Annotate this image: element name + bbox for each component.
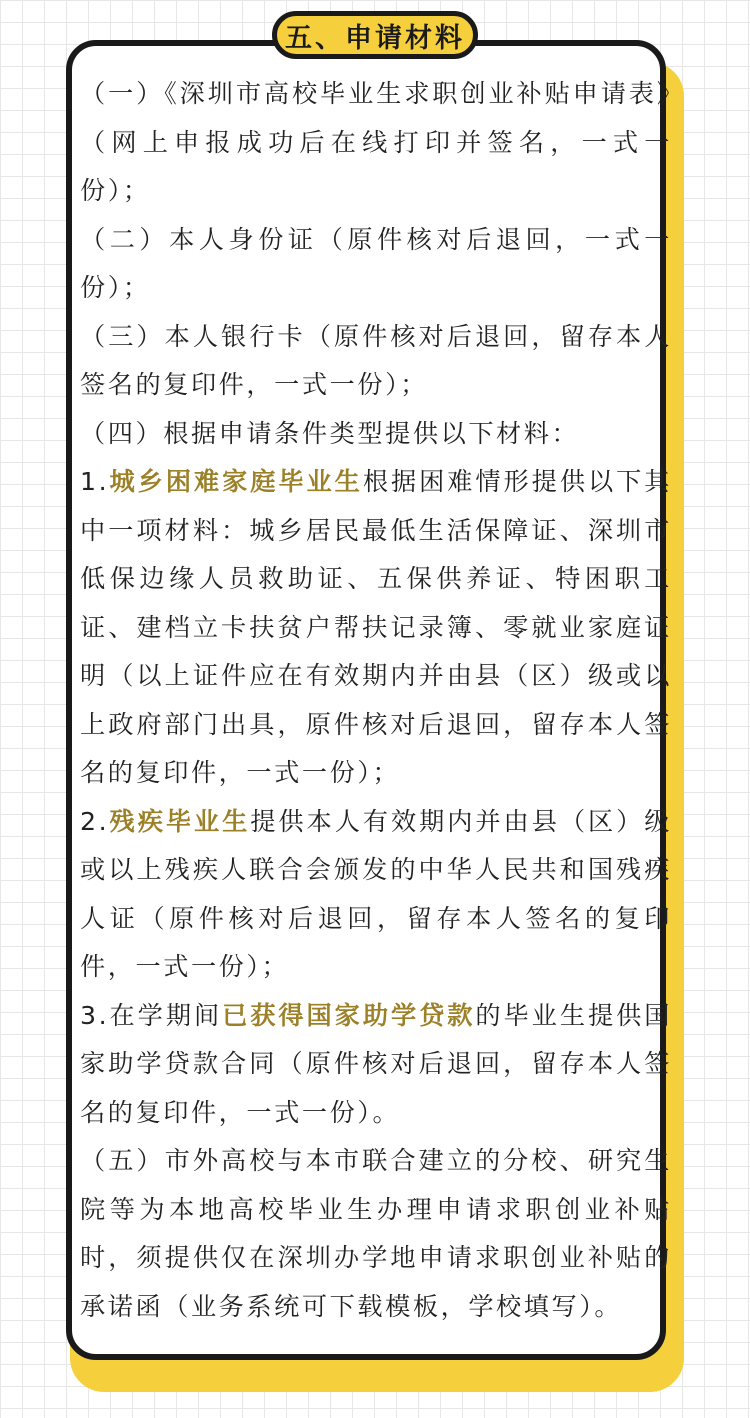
sub-item-1-prefix: 1. xyxy=(80,467,110,496)
sub-item-2-text: 提供本人有效期内并由县（区）级或以上残疾人联合会颁发的中华人民共和国残疾人证（原件核对后退回，留存本人签名的复印件，一式一份）； xyxy=(80,806,673,981)
sub-item-1-highlight: 城乡困难家庭毕业生 xyxy=(109,467,363,496)
sub-item-2-highlight: 残疾毕业生 xyxy=(109,806,251,836)
sub-item-3-text: 的毕业生提供国家助学贷款合同（原件核对后退回，留存本人签名的复印件，一式一份）。 xyxy=(80,1000,672,1127)
sub-item-3-prefix: 3.在学期间 xyxy=(80,1000,223,1030)
material-item-1: （一）《深圳市高校毕业生求职创业补贴申请表》（网上申报成功后在线打印并签名，一式一份）； xyxy=(80,79,672,205)
sub-item-3 xyxy=(80,992,672,1138)
sub-item-3-highlight: 已获得国家助学贷款 xyxy=(222,1000,476,1030)
material-item-5: （五）市外高校与本市联合建立的分校、研究生院等为本地高校毕业生办理申请求职创业补贴时，须提供仅在深圳办学地申请求职创业补贴的承诺函（业务系统可下载模板，学校填写）。 xyxy=(80,1146,672,1321)
section-title: 五、申请材料 xyxy=(285,22,465,54)
sub-item-1-text: 根据困难情形提供以下其中一项材料：城乡居民最低生活保障证、深圳市低保边缘人员救助证、五保供养证、特困职工证、建档立卡扶贫户帮扶记录簿、零就业家庭证明（以上证件应在有效期内并由县（区）级或以上政府部门出具，原件核对后退回，留存本人签名的复印件，一式一份）； xyxy=(80,467,672,787)
material-item-4: （四）根据申请条件类型提供以下材料： xyxy=(80,418,580,448)
sub-item-2-prefix: 2. xyxy=(80,806,110,836)
sub-item-2 xyxy=(80,798,672,992)
material-item-2: （二）本人身份证（原件核对后退回，一式一份）； xyxy=(80,224,672,302)
section-title-badge xyxy=(272,11,478,59)
materials-list xyxy=(80,70,672,1331)
material-item-3: （三）本人银行卡（原件核对后退回，留存本人签名的复印件，一式一份）； xyxy=(80,321,672,399)
sub-item-1 xyxy=(80,458,672,798)
